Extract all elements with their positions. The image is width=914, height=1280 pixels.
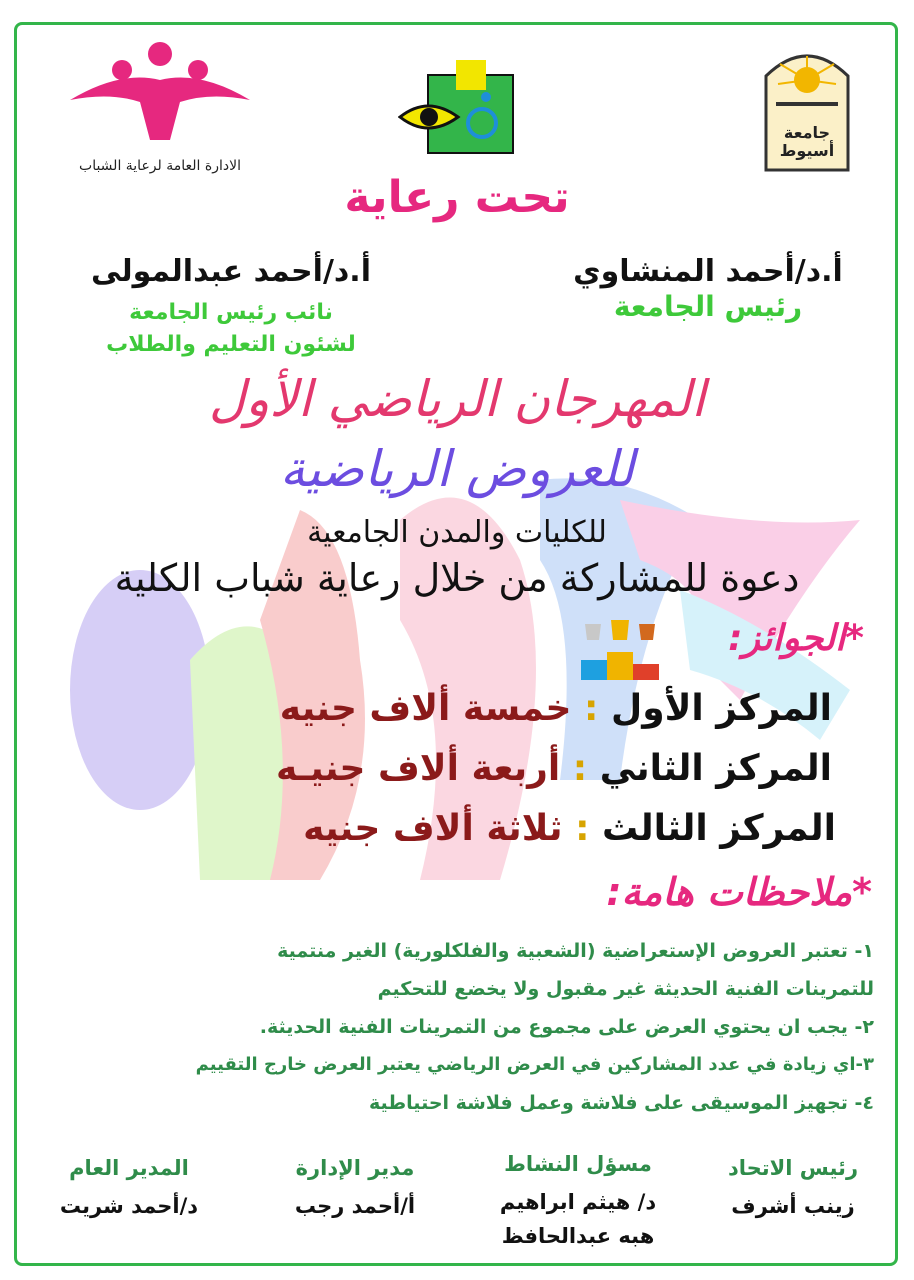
note-line: ٤- تجهيز الموسيقى على فلاشة وعمل فلاشة احتياطية: [369, 1092, 874, 1114]
prize-amount: ثلاثة ألاف جنيه: [303, 808, 563, 849]
signature-union-president: [708, 1156, 878, 1218]
sponsorship-heading: تحت رعاية: [344, 172, 570, 223]
prize-amount: خمسة ألاف جنيه: [279, 688, 572, 729]
signature-title: مسؤل النشاط: [504, 1152, 652, 1176]
trophies-podium-icon: [575, 618, 665, 682]
vice-president-name: أ.د/أحمد عبدالمولى: [91, 254, 371, 289]
prize-separator: :: [584, 688, 599, 729]
prize-separator: :: [575, 808, 590, 849]
prize-place: المركز الثالث: [602, 808, 836, 849]
prize-row-first: [280, 688, 832, 729]
note-line: ٢- يجب ان يحتوي العرض على مجموع من التمرينات الفنية الحديثة.: [259, 1016, 874, 1038]
notes-heading: *ملاحظات هامة:: [606, 870, 872, 914]
signature-name: أ/أحمد رجب: [294, 1194, 416, 1218]
signature-name: د/أحمد شريت: [59, 1194, 199, 1218]
prize-separator: :: [572, 748, 588, 789]
prize-row-second: [276, 748, 832, 789]
note-line: ١- تعتبر العروض الإستعراضية (الشعبية والفلكلورية) الغير منتمية: [277, 940, 874, 962]
president-name: أ.د/أحمد المنشاوي: [573, 254, 843, 289]
prizes-heading: *الجوائز:: [728, 618, 864, 659]
university-seal-text: جامعة أسيوط: [779, 123, 835, 160]
signature-department-manager: [270, 1156, 440, 1218]
signature-general-manager: [44, 1156, 214, 1218]
note-line: للتمرينات الفنية الحديثة غير مقبول ولا يخضع للتحكيم: [377, 978, 874, 1000]
festival-title-line1: المهرجان الرياضي الأول: [208, 370, 706, 428]
vice-president-role-line2: لشئون التعليم والطلاب: [106, 332, 356, 357]
official-vice-president: [56, 254, 406, 361]
youth-care-caption: الادارة العامة لرعاية الشباب: [79, 158, 241, 174]
signature-title: مدير الإدارة: [295, 1156, 415, 1180]
sports-accessibility-icon: [398, 55, 518, 165]
prize-amount: أربعة ألاف جنيـه: [275, 748, 561, 789]
prize-row-third: [303, 808, 836, 849]
note-line: ٣-اي زيادة في عدد المشاركين في العرض الرياضي يعتبر العرض خارج التقييم: [195, 1054, 874, 1075]
prize-place: المركز الأول: [610, 688, 832, 729]
special-needs-logo: [398, 55, 518, 165]
youth-care-emblem-icon: [60, 40, 260, 150]
signature-title: المدير العام: [69, 1156, 189, 1180]
youth-care-logo: [60, 40, 260, 180]
signature-activity-officer: [478, 1152, 678, 1248]
prize-place: المركز الثاني: [599, 748, 832, 789]
assiut-university-logo: [762, 42, 852, 174]
signature-name: هبه عبدالحافظ: [501, 1224, 655, 1248]
notes-list: [24, 932, 874, 1122]
vice-president-role-line1: نائب رئيس الجامعة: [129, 300, 333, 325]
signature-name: د/ هيثم ابراهيم: [499, 1190, 657, 1214]
signature-name: زينب أشرف: [731, 1194, 855, 1218]
festival-title-line2: للعروض الرياضية: [279, 440, 635, 498]
invitation-text: دعوة للمشاركة من خلال رعاية شباب الكلية: [114, 556, 800, 600]
official-president: [538, 254, 878, 323]
festival-subtitle: للكليات والمدن الجامعية: [307, 515, 607, 550]
president-role: رئيس الجامعة: [613, 290, 803, 323]
signature-title: رئيس الاتحاد: [727, 1156, 859, 1180]
